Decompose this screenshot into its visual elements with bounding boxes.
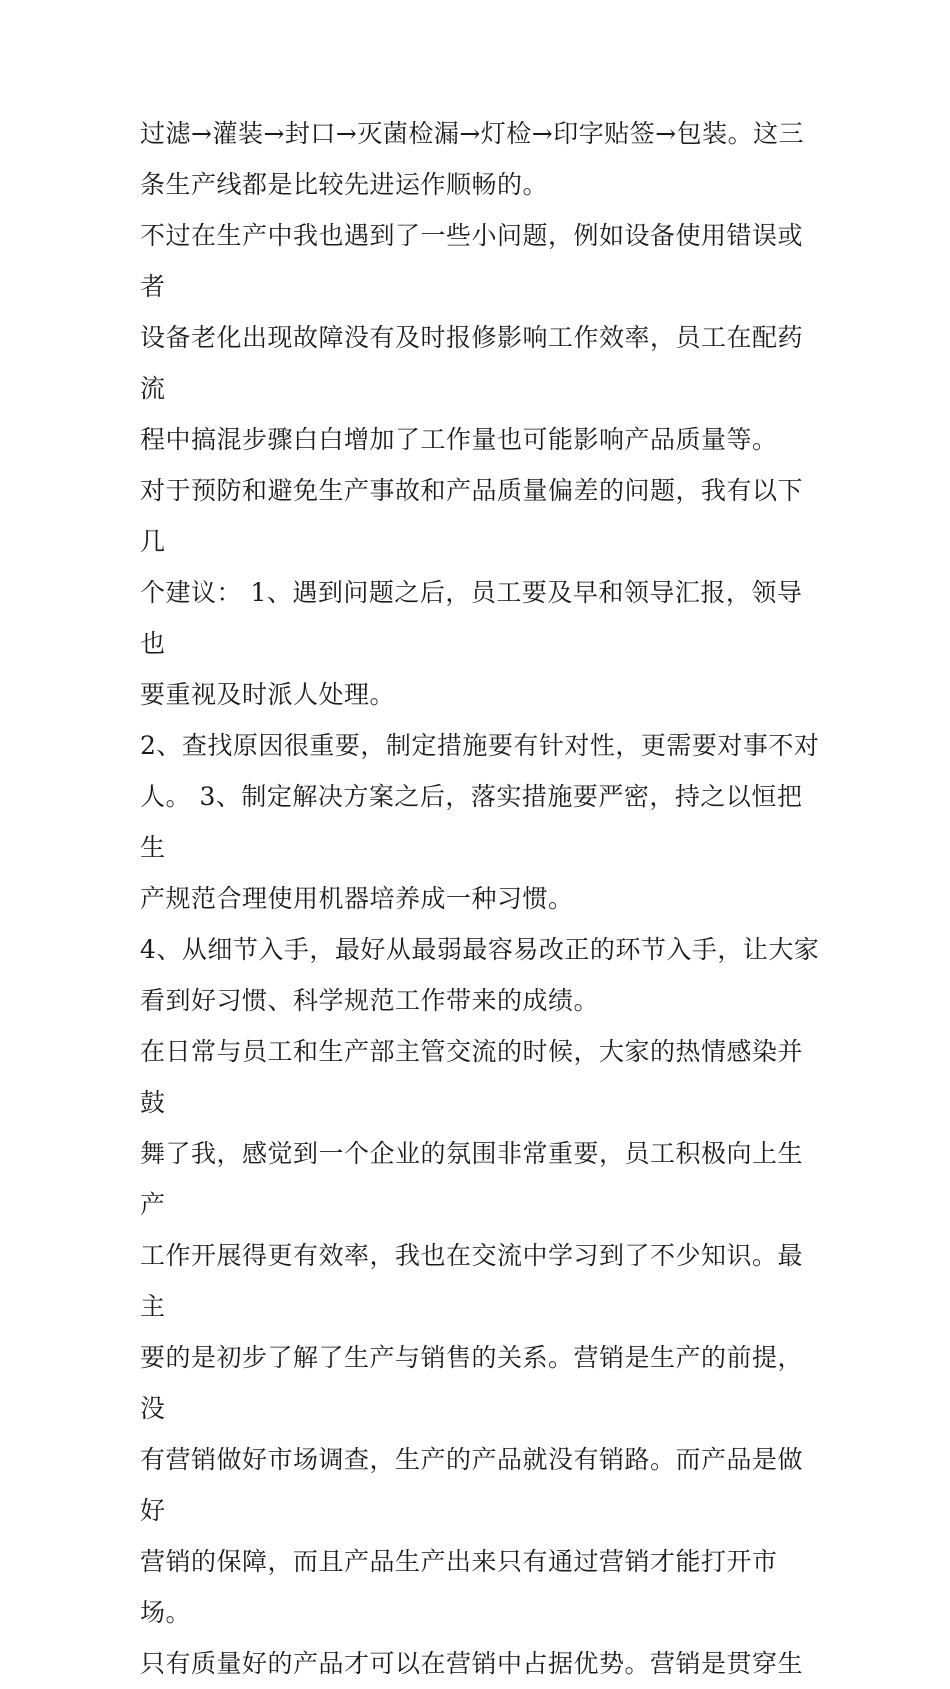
paragraph-problems: 不过在生产中我也遇到了一些小问题，例如设备使用错误或者 设备老化出现故障没有及时报修影响工作效率，员工在配药流 程中搞混步骤白白增加了工作量也可能影响产品质量等。 xyxy=(140,221,804,454)
paragraph-suggestion-2-3: 2、查找原因很重要，制定措施要有针对性，更需要对事不对 人。 3、制定解决方案之后，落实措施要严密，持之以恒把生 产规范合理使用机器培养成一种习惯。 xyxy=(140,731,820,913)
paragraph-suggestion-4: 4、从细节入手，最好从最弱最容易改正的环节入手，让大家 看到好习惯、科学规范工作带来的成绩。 xyxy=(140,935,820,1015)
paragraph-suggestions: 对于预防和避免生产事故和产品质量偏差的问题，我有以下几 个建议： 1、遇到问题之后，员工要及早和领导汇报，领导也 要重视及时派人处理。 xyxy=(140,476,804,709)
document-body xyxy=(140,108,820,1689)
paragraph-production-line: 过滤→灌装→封口→灭菌检漏→灯检→印字贴签→包装。这三 条生产线都是比较先进运作顺畅的。 xyxy=(140,119,805,199)
paragraph-communication: 在日常与员工和生产部主管交流的时候，大家的热情感染并鼓 舞了我，感觉到一个企业的氛围非常重要，员工积极向上生产 工作开展得更有效率，我也在交流中学习到了不少知识。最主 要的是初步了解了生产与销售的关系。营销是生产的前提，没 有营销做好市场调查，生产的产品就没有销路。而产品是做好 营销的保障，而且产品生产出来只有通过营销才能打开市场。 只有质量好的产品才可以在营销中占据优势。营销是贯穿生 xyxy=(140,1037,804,1678)
